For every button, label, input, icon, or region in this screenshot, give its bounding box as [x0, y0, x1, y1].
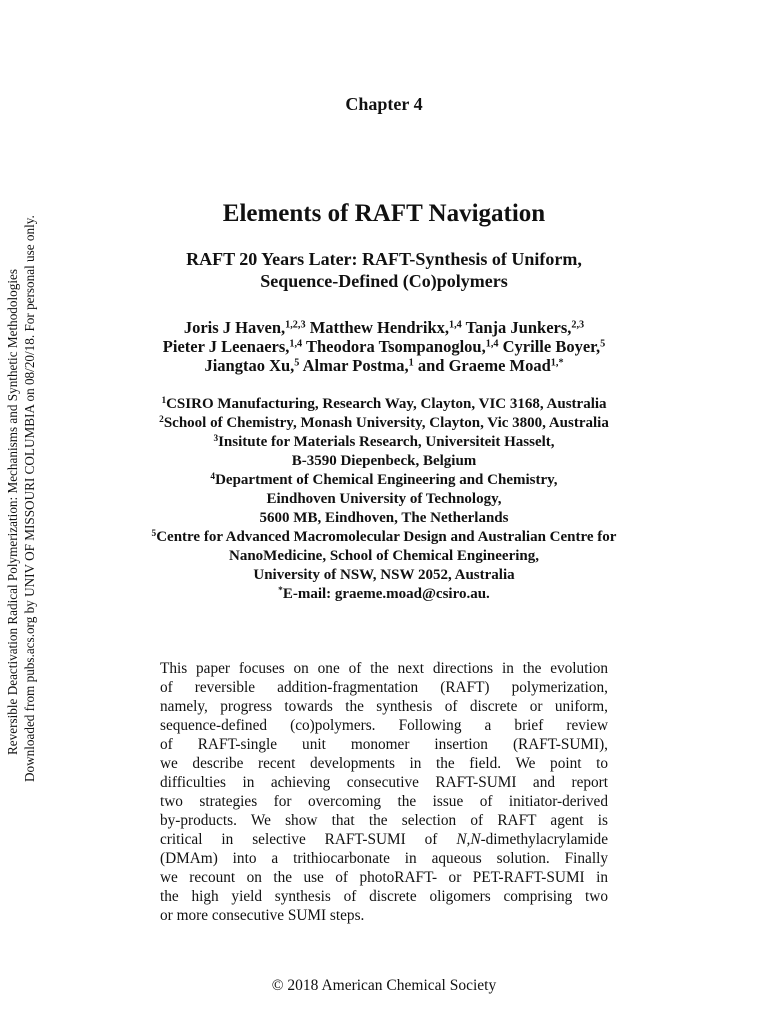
author-name: Pieter J Leenaers,	[162, 337, 290, 356]
author-list	[0, 318, 768, 375]
affiliation-number: 4	[210, 471, 216, 482]
affiliation-line: University of NSW, NSW 2052, Australia	[253, 567, 515, 583]
author-name: Matthew Hendrikx,	[305, 318, 450, 337]
affiliation-line	[0, 433, 768, 452]
affiliation-number: 5	[151, 528, 157, 539]
affiliation-list	[0, 395, 768, 604]
affiliation-line: B-3590 Diepenbeck, Belgium	[291, 453, 477, 469]
email-address: E-mail: graeme.moad@csiro.au.	[282, 586, 490, 602]
author-affil-sup: 1,2,3	[285, 319, 306, 331]
paper-subtitle	[0, 248, 768, 292]
affiliation-number: 2	[159, 414, 164, 425]
abstract-line: (DMAm) into a trithiocarbonate in aqueous solution. Finally	[160, 850, 608, 867]
author-affil-sup: 1,4	[449, 319, 462, 331]
abstract-line: of reversible addition-fragmentation (RAFT) polymerization,	[160, 679, 608, 696]
abstract-line: two strategies for overcoming the issue of initiator-derived	[160, 793, 608, 810]
affiliation-text: CSIRO Manufacturing, Research Way, Clayton, VIC 3168, Australia	[166, 396, 607, 412]
author-name: Theodora Tsompanoglou,	[302, 337, 486, 356]
author-line	[0, 318, 768, 337]
abstract-line: we describe recent developments in the field. We point to	[160, 755, 608, 772]
affiliation-text: Insitute for Materials Research, Universiteit Hasselt,	[218, 434, 555, 450]
affiliation-line	[0, 414, 768, 433]
affiliation-line	[0, 395, 768, 414]
author-affil-sup: 5	[294, 357, 300, 369]
affiliation-number: 3	[213, 433, 219, 444]
author-affil-sup: 2,3	[571, 319, 585, 331]
author-affil-sup: 5	[600, 338, 606, 350]
author-affil-sup: 1	[408, 357, 414, 369]
watermark-download-notice: Downloaded from pubs.acs.org by UNIV OF MISSOURI COLUMBIA on 08/20/18. For personal use only.	[22, 215, 37, 782]
paper-title: Elements of RAFT Navigation	[222, 200, 546, 227]
affiliation-line	[0, 528, 768, 547]
affiliation-line: 5600 MB, Eindhoven, The Netherlands	[259, 510, 509, 526]
abstract-line: difficulties in achieving consecutive RAFT-SUMI and report	[160, 774, 608, 791]
abstract-line: This paper focuses on one of the next directions in the evolution	[160, 660, 608, 677]
author-line	[0, 356, 768, 375]
corresponding-marker: *	[278, 585, 283, 596]
affiliation-line: Eindhoven University of Technology,	[266, 491, 502, 507]
affiliation-line	[0, 471, 768, 490]
author-name: Almar Postma,	[299, 356, 409, 375]
abstract-line: namely, progress towards the synthesis of discrete or uniform,	[160, 698, 608, 715]
abstract-line: of RAFT-single unit monomer insertion (RAFT-SUMI),	[160, 736, 608, 753]
abstract-text: critical in selective RAFT-SUMI of	[160, 831, 457, 848]
author-name: Tanja Junkers,	[461, 318, 572, 337]
abstract-line: we recount on the use of photoRAFT- or PET-RAFT-SUMI in	[160, 869, 608, 886]
author-affil-sup: 1,4	[485, 338, 499, 350]
author-name: and Graeme Moad	[413, 356, 551, 375]
affiliation-text: School of Chemistry, Monash University, Clayton, Vic 3800, Australia	[163, 415, 609, 431]
author-name: Joris J Haven,	[183, 318, 286, 337]
author-line	[0, 337, 768, 356]
abstract-line: sequence-defined (co)polymers. Following a brief review	[160, 717, 608, 734]
abstract-italic-term: N,N	[456, 831, 481, 848]
abstract-text: -dimethylacrylamide	[480, 831, 608, 848]
abstract-line: the high yield synthesis of discrete oligomers comprising two	[160, 888, 608, 905]
affiliation-line: NanoMedicine, School of Chemical Engineering,	[229, 548, 539, 564]
abstract-line	[160, 830, 608, 849]
affiliation-number: 1	[161, 395, 167, 406]
subtitle-line: RAFT 20 Years Later: RAFT-Synthesis of Uniform,	[186, 249, 582, 269]
author-name: Cyrille Boyer,	[498, 337, 601, 356]
author-affil-sup: 1,4	[289, 338, 303, 350]
copyright-footer: © 2018 American Chemical Society	[271, 977, 497, 994]
abstract-line: or more consecutive SUMI steps.	[160, 907, 365, 924]
email-line	[0, 585, 768, 604]
affiliation-text: Centre for Advanced Macromolecular Design and Australian Centre for	[156, 529, 617, 545]
author-name: Jiangtao Xu,	[204, 356, 295, 375]
author-affil-sup: 1,*	[550, 357, 564, 369]
abstract	[160, 659, 608, 925]
chapter-label: Chapter 4	[345, 94, 423, 114]
subtitle-line: Sequence-Defined (Co)polymers	[260, 271, 508, 291]
affiliation-text: Department of Chemical Engineering and Chemistry,	[215, 472, 558, 488]
watermark-book-title: Reversible Deactivation Radical Polymerization: Mechanisms and Synthetic Methodologies	[5, 269, 20, 755]
abstract-line: by-products. We show that the selection of RAFT agent is	[160, 812, 608, 829]
